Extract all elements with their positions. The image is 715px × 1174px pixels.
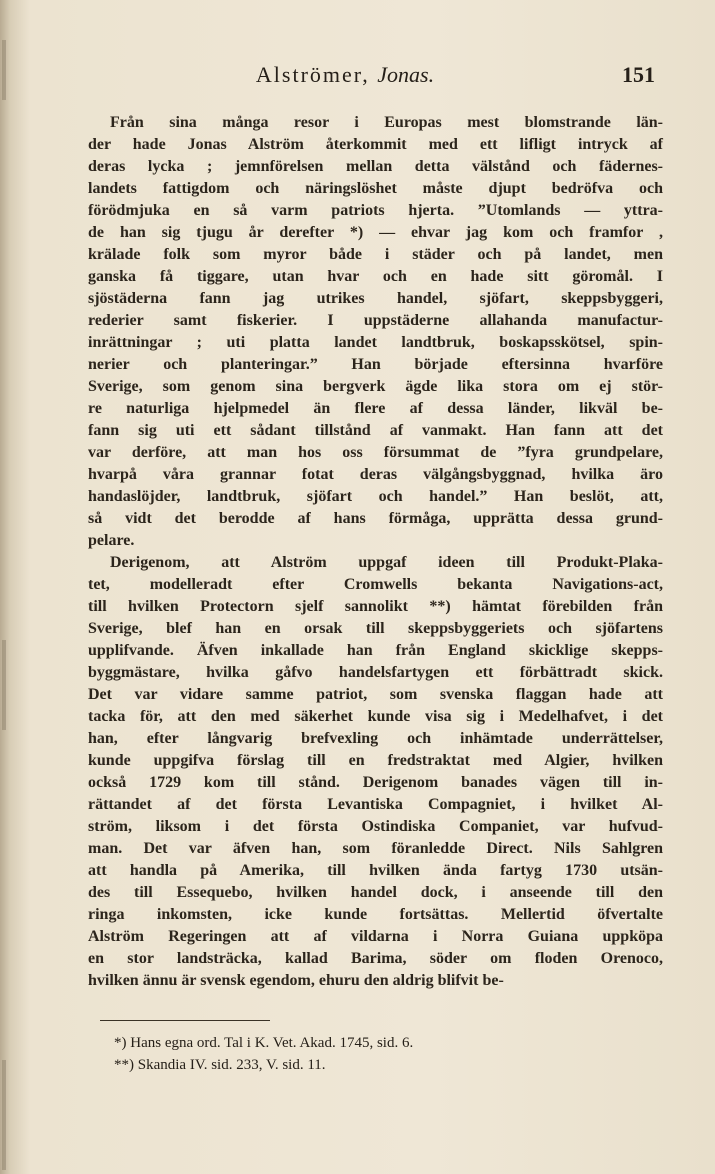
footnote: *) Hans egna ord. Tal i K. Vet. Akad. 1745, sid. 6. [114,1035,414,1051]
text-line: rederier samt fiskerier. I uppstäderne allahanda manufactur- [88,312,663,329]
text-line: också 1729 kom till stånd. Derigenom banades vägen till in- [88,774,663,791]
text-line: Det var vidare samme patriot, som svenska flaggan hade att [88,686,663,703]
paragraph [88,112,663,552]
text-line: byggmästare, hvilka gåfvo handelsfartygen ett förbättradt skick. [88,664,663,681]
text-line: en stor landsträcka, kallad Barima, söder om floden Orenoco, [88,950,663,967]
text-line: Från sina många resor i Europas mest blomstrande län- [110,114,663,131]
page-edge-mark [2,40,6,100]
text-line: så vidt det berodde af hans förmåga, upprätta dessa grund- [88,510,663,527]
text-line: pelare. [88,532,135,549]
text-line: var derföre, att man hos oss försummat de ”fyra grundpelare, [88,444,663,461]
text-line: der hade Jonas Alström återkommit med ett lifligt intryck af [88,136,663,153]
text-line: upplifvande. Äfven inkallade han från England skicklige skepps- [88,642,663,659]
running-title-surname: Alströmer, [255,62,370,87]
text-line: hvarpå våra grannar fotat deras välgångsbyggnad, hvilka äro [88,466,663,483]
text-line: handaslöjder, landtbruk, sjöfart och handel.” Han beslöt, att, [88,488,663,505]
running-title [40,62,650,88]
running-title-name: Jonas. [377,62,435,87]
text-line: tet, modelleradt efter Cromwells bekanta Navigations-act, [88,576,663,593]
text-line: nerier och planteringar.” Han började eftersinna hvarföre [88,356,663,373]
text-line: man. Det var äfven han, som föranledde Direct. Nils Sahlgren [88,840,663,857]
text-line: sjöstäderna fann jag utrikes handel, sjöfart, skeppsbyggeri, [88,290,663,307]
text-line: landets fattigdom och näringslöshet måste djupt bedröfva och [88,180,663,197]
text-line: ström, liksom i det första Ostindiska Companiet, var hufvud- [88,818,663,835]
text-line: han, efter långvarig brefvexling och inhämtade underrättelser, [88,730,663,747]
page-edge-mark [2,1060,6,1170]
footnote: **) Skandia IV. sid. 233, V. sid. 11. [114,1057,326,1073]
footnotes [114,1032,654,1076]
body-text [88,112,663,992]
text-line: Sverige, blef han en orsak till skeppsbyggeriets och sjöfartens [88,620,663,637]
text-line: att handla på Amerika, till hvilken ända fartyg 1730 utsän- [88,862,663,879]
text-line: kunde uppgifva förslag till en fredstraktat med Algier, hvilken [88,752,663,769]
text-line: tacka för, att den med säkerhet kunde visa sig i Medelhafvet, i det [88,708,663,725]
text-line: krälade folk som myror både i städer och på landet, men [88,246,663,263]
page-edge-mark [2,640,6,730]
running-head [40,62,655,102]
text-line: hvilken ännu är svensk egendom, ehuru den aldrig blifvit be- [88,972,504,989]
text-line: fann sig uti ett sådant tillstånd af vanmakt. Han fann att det [88,422,663,439]
text-line: rättandet af det första Levantiska Compagniet, i hvilket Al- [88,796,663,813]
page-number: 151 [622,62,655,87]
text-line: Derigenom, att Alström uppgaf ideen till Produkt-Plaka- [110,554,663,571]
text-line: de han sig tjugu år derefter *) — ehvar jag kom och framfor , [88,224,663,241]
text-line: Alström Regeringen att af vildarna i Norra Guiana uppköpa [88,928,663,945]
text-line: ganska få tiggare, utan hvar och en hade sitt göromål. I [88,268,663,285]
text-line: ringa inkomsten, icke kunde fortsättas. Mellertid öfvertalte [88,906,663,923]
text-line: förödmjuka en så varm patriots hjerta. ”Utomlands — yttra- [88,202,663,219]
text-line: Sverige, som genom sina bergverk ägde lika stora om ej stör- [88,378,663,395]
text-line: des till Essequebo, hvilken handel dock, i anseende till den [88,884,663,901]
paragraph [88,552,663,992]
text-line: deras lycka ; jemnförelsen mellan detta välstånd och fädernes- [88,158,663,175]
text-line: re naturliga hjelpmedel än flere af dessa länder, likväl be- [88,400,663,417]
text-line: inrättningar ; uti platta landet landtbruk, boskapsskötsel, spin- [88,334,663,351]
footnote-rule [100,1020,270,1021]
text-line: till hvilken Protectorn sjelf sannolikt **) hämtat förebilden från [88,598,663,615]
